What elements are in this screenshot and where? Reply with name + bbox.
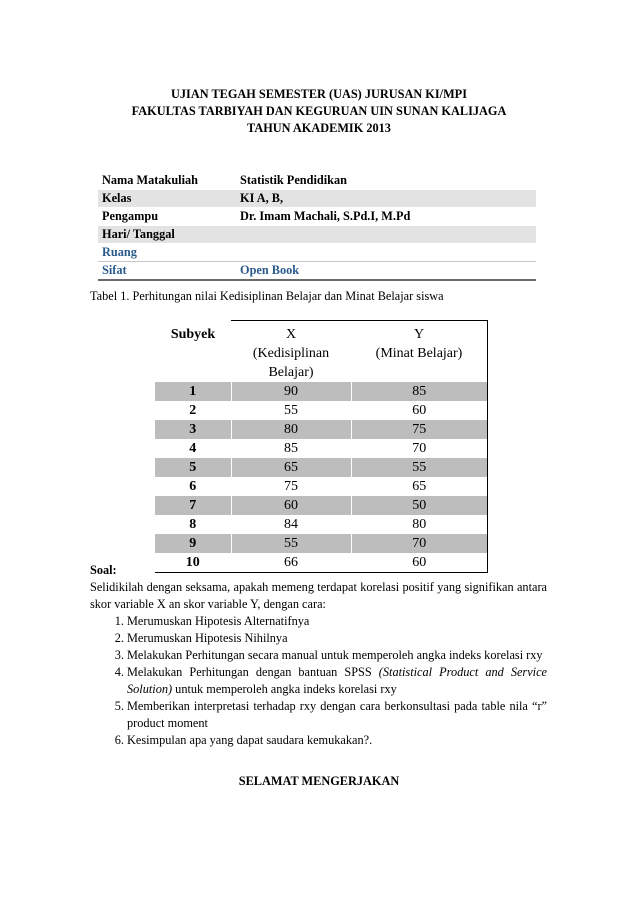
cell-y: 70 [351,439,488,458]
question-item-text: Merumuskan Hipotesis Nihilnya [127,631,288,645]
header-line-2: FAKULTAS TARBIYAH DAN KEGURUAN UIN SUNAN KALIJAGA [131,104,507,118]
info-label: Sifat [98,262,236,281]
header-line-1: UJIAN TEGAH SEMESTER (UAS) JURUSAN KI/MPI [171,87,467,101]
cell-y: 80 [351,515,488,534]
info-label: Pengampu [98,208,236,226]
table-header-row [155,321,488,383]
table-row [155,401,488,420]
question-item-text: Kesimpulan apa yang dapat saudara kemukakan?. [127,733,373,747]
question-intro: Selidikilah dengan seksama, apakah memeng terdapat korelasi positif yang signifikan antara skor variable X an skor variable Y, dengan cara: [90,580,547,611]
table-row [155,382,488,401]
score-table [155,320,488,573]
cell-subyek: 4 [189,441,197,456]
info-row-hari-tanggal [98,226,536,244]
table-row [155,477,488,496]
column-header-x [231,321,351,383]
cell-subyek: 5 [155,458,231,477]
cell-subyek: 8 [189,517,197,532]
cell-y: 85 [351,382,488,401]
info-row-pengampu [98,208,536,226]
info-row-sifat [98,262,536,281]
table-row [155,420,488,439]
table-row [155,515,488,534]
info-row-ruang [98,244,536,262]
cell-x: 66 [231,553,351,573]
header-line-3: TAHUN AKADEMIK 2013 [247,121,391,135]
info-value: Open Book [236,262,536,281]
question-list [90,613,547,749]
cell-subyek: 9 [155,534,231,553]
info-value [236,244,536,262]
info-row-kelas [98,190,536,208]
course-info-table [98,172,536,281]
cell-subyek: 1 [155,382,231,401]
question-item [127,732,547,749]
question-item-text-end: untuk memperoleh angka indeks korelasi rxy [172,682,397,696]
info-label: Nama Matakuliah [98,172,236,190]
cell-y: 60 [351,553,488,573]
cell-subyek: 6 [189,479,197,494]
question-item-text: Melakukan Perhitungan secara manual untuk memperoleh angka indeks korelasi rxy [127,648,543,662]
cell-x: 55 [231,401,351,420]
question-section [90,562,547,749]
column-header-subyek: Subyek [170,326,216,342]
table-row [155,496,488,515]
cell-x: 90 [231,382,351,401]
cell-x: 85 [231,439,351,458]
info-label: Kelas [98,190,236,208]
question-item-text: Melakukan Perhitungan dengan bantuan SPSS [127,665,379,679]
closing-text: SELAMAT MENGERJAKAN [238,774,400,788]
info-value: KI A, B, [236,190,536,208]
table-row [155,439,488,458]
cell-subyek: 10 [155,553,231,573]
cell-subyek: 3 [155,420,231,439]
info-value: Dr. Imam Machali, S.Pd.I, M.Pd [236,208,536,226]
column-header-y [351,321,488,383]
cell-x: 60 [231,496,351,515]
column-header-y-subtitle: (Minat Belajar) [375,346,463,361]
info-value [236,226,536,244]
cell-x: 55 [231,534,351,553]
info-label: Ruang [98,244,236,262]
question-item [127,698,547,732]
cell-subyek: 7 [155,496,231,515]
cell-x: 84 [231,515,351,534]
cell-y: 55 [351,458,488,477]
cell-x: 80 [231,420,351,439]
cell-y: 50 [351,496,488,515]
question-item [127,664,547,698]
question-item-emphasis: (Statistical Product and Service Solution) [127,665,547,696]
info-row-matakuliah [98,172,536,190]
cell-x: 75 [231,477,351,496]
table-row [155,534,488,553]
cell-y: 65 [351,477,488,496]
cell-y: 75 [351,420,488,439]
question-title: Soal: [90,563,117,577]
cell-x: 65 [231,458,351,477]
table-row [155,458,488,477]
cell-subyek: 2 [189,403,197,418]
column-header-y-title: Y [413,327,425,342]
column-header-x-title: X [285,327,297,342]
column-header-x-subtitle: (Kedisiplinan Belajar) [252,346,330,380]
info-label: Hari/ Tanggal [98,226,236,244]
question-item [127,630,547,647]
question-item [127,613,547,630]
question-item [127,647,547,664]
question-item-text: Memberikan interpretasi terhadap rxy dengan cara berkonsultasi pada table nila “r” product moment [127,699,547,730]
table-caption: Tabel 1. Perhitungan nilai Kedisiplinan Belajar dan Minat Belajar siswa [90,289,444,303]
question-item-text: Merumuskan Hipotesis Alternatifnya [127,614,310,628]
info-value: Statistik Pendidikan [236,172,536,190]
cell-y: 70 [351,534,488,553]
document-header [0,86,638,137]
cell-y: 60 [351,401,488,420]
